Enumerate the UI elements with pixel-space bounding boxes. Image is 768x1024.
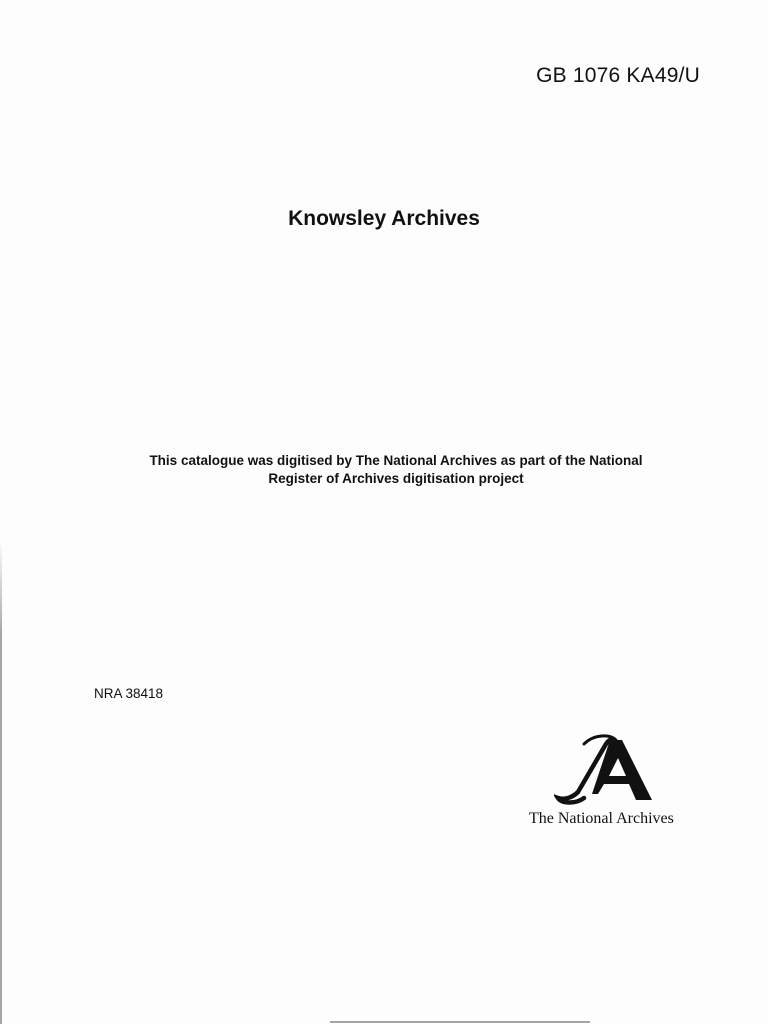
page-title: Knowsley Archives — [288, 207, 480, 230]
logo-wordmark: The National Archives — [529, 810, 674, 827]
statement-line-2: Register of Archives digitisation project — [268, 471, 524, 486]
digitisation-statement — [84, 452, 708, 488]
statement-line-1: This catalogue was digitised by The National Archives as part of the National — [149, 453, 643, 468]
scan-edge-bottom — [330, 1021, 590, 1023]
the-national-archives-a-logo-icon — [554, 734, 664, 806]
scan-edge-left — [0, 540, 2, 1024]
nra-number: NRA 38418 — [94, 686, 164, 701]
reference-code: GB 1076 KA49/U — [536, 64, 700, 87]
national-archives-logo — [520, 732, 710, 832]
